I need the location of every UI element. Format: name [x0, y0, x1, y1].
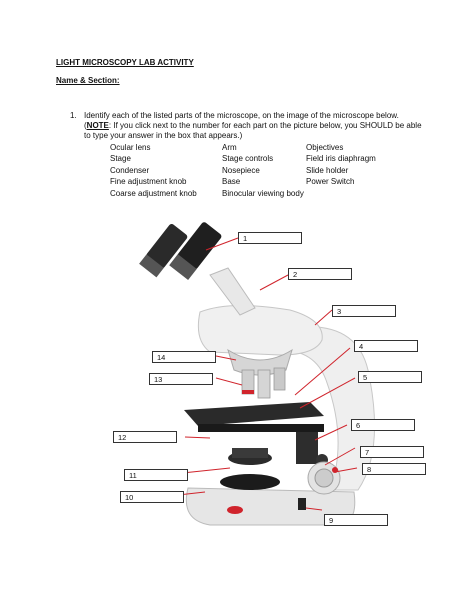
answer-box-14[interactable]: 14 — [152, 351, 216, 363]
note-label: NOTE — [86, 121, 109, 130]
answer-box-5[interactable]: 5 — [358, 371, 422, 383]
answer-box-8[interactable]: 8 — [362, 463, 426, 475]
part-item: Condenser — [110, 165, 150, 175]
part-item: Field iris diaphragm — [306, 154, 376, 164]
part-item: Ocular lens — [110, 143, 151, 152]
parts-column-1 — [110, 142, 197, 199]
part-item: Arm — [222, 143, 237, 152]
part-item: Base — [222, 177, 241, 187]
question-number: 1. — [70, 111, 77, 120]
note-open: ( — [84, 121, 87, 130]
question-line1: Identify each of the listed parts of the microscope, on the image of the microscope below. — [84, 111, 399, 120]
part-item: Nosepiece — [222, 165, 260, 175]
answer-box-12[interactable]: 12 — [113, 431, 177, 443]
part-item: Slide holder — [306, 165, 349, 175]
answer-box-4[interactable]: 4 — [354, 340, 418, 352]
answer-box-7[interactable]: 7 — [360, 446, 424, 458]
document-title: LIGHT MICROSCOPY LAB ACTIVITY — [56, 58, 194, 67]
answer-box-11[interactable]: 11 — [124, 469, 188, 481]
part-item: Power Switch — [306, 177, 355, 187]
question-text — [84, 111, 424, 141]
part-item: Stage controls — [222, 154, 274, 164]
parts-column-3 — [306, 142, 376, 188]
answer-box-9[interactable]: 9 — [324, 514, 388, 526]
answer-box-6[interactable]: 6 — [351, 419, 415, 431]
part-item: Objectives — [306, 143, 344, 152]
answer-box-10[interactable]: 10 — [120, 491, 184, 503]
part-item: Binocular viewing body — [222, 188, 304, 198]
part-item: Fine adjustment knob — [110, 177, 187, 187]
part-item: Stage — [110, 154, 131, 164]
answer-box-3[interactable]: 3 — [332, 305, 396, 317]
answer-box-13[interactable]: 13 — [149, 373, 213, 385]
note-text: : If you click next to the number for each part on the picture below, you SHOULD be able to type your answer in the box that appears.) — [84, 121, 422, 140]
part-item: Coarse adjustment knob — [110, 188, 197, 198]
name-section-label: Name & Section: — [56, 76, 120, 85]
parts-column-2 — [222, 142, 304, 199]
answer-box-2[interactable]: 2 — [288, 268, 352, 280]
answer-box-1[interactable]: 1 — [238, 232, 302, 244]
